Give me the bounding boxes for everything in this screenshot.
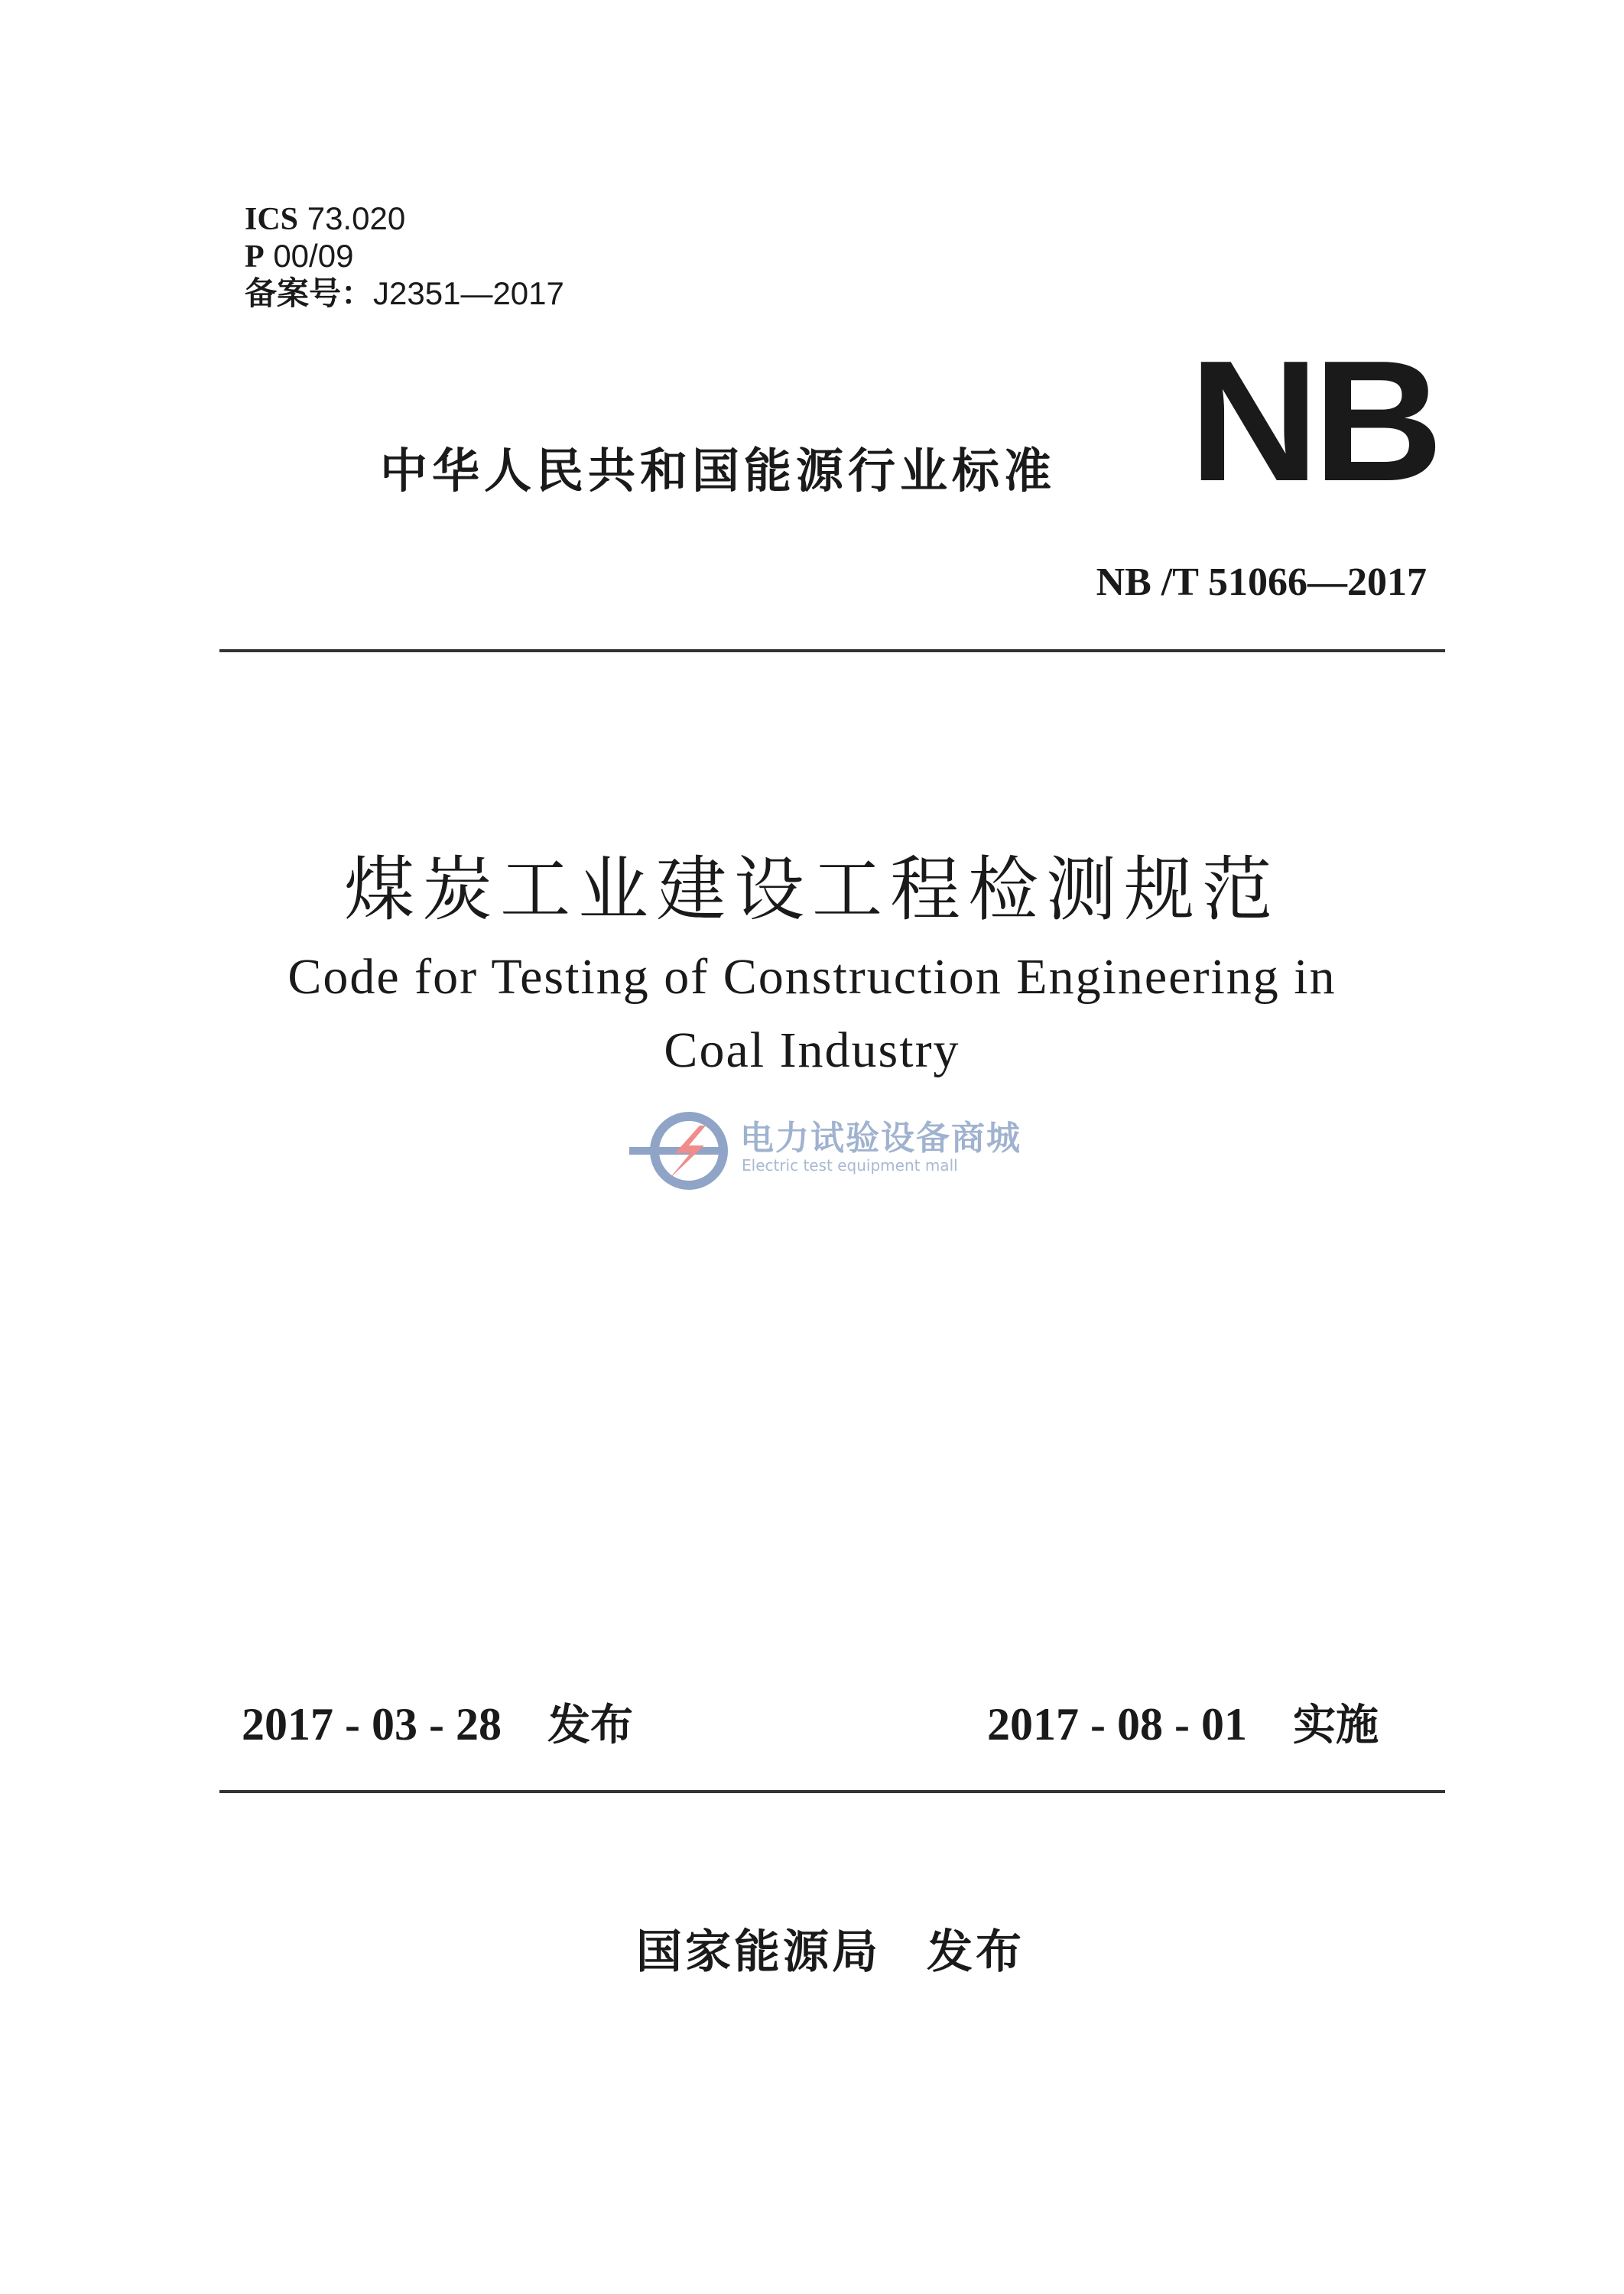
ics-value: 73.020 xyxy=(307,200,406,236)
watermark-text: 电力试验设备商城 xyxy=(740,1119,1021,1158)
issue-date: 2017 - 03 - 28 xyxy=(242,1699,502,1750)
classification-block xyxy=(245,200,564,312)
issue-label: 发布 xyxy=(547,1701,633,1750)
issue-date-block xyxy=(242,1691,633,1753)
publisher-name: 国家能源局 xyxy=(636,1925,881,1979)
title-chinese: 煤炭工业建设工程检测规范 xyxy=(343,849,1280,931)
ics-line: ICS 73.020 xyxy=(245,200,406,237)
record-value: J2351—2017 xyxy=(373,275,564,311)
publisher-label: 发布 xyxy=(927,1925,1025,1979)
watermark-logo-icon xyxy=(629,1109,736,1193)
bottom-divider xyxy=(219,1790,1445,1793)
industry-standard-heading: 中华人民共和国能源行业标准 xyxy=(380,443,1057,499)
effective-date-block xyxy=(987,1691,1379,1753)
title-english-line2: Coal Industry xyxy=(664,1022,960,1078)
nb-logo: NB xyxy=(1189,324,1437,517)
title-english-line1: Code for Testing of Construction Engineering in xyxy=(287,949,1337,1005)
publisher-line xyxy=(636,1915,1025,1981)
effective-label: 实施 xyxy=(1292,1701,1379,1750)
top-divider xyxy=(219,649,1445,652)
class-value: 00/09 xyxy=(273,238,354,274)
class-line: P 00/09 xyxy=(245,238,354,275)
effective-date: 2017 - 08 - 01 xyxy=(987,1699,1247,1750)
watermark-subtext: Electric test equipment mall xyxy=(742,1156,958,1175)
record-line: 备案号：J2351—2017 xyxy=(245,275,564,312)
standard-code: NB /T 51066—2017 xyxy=(1096,561,1427,604)
